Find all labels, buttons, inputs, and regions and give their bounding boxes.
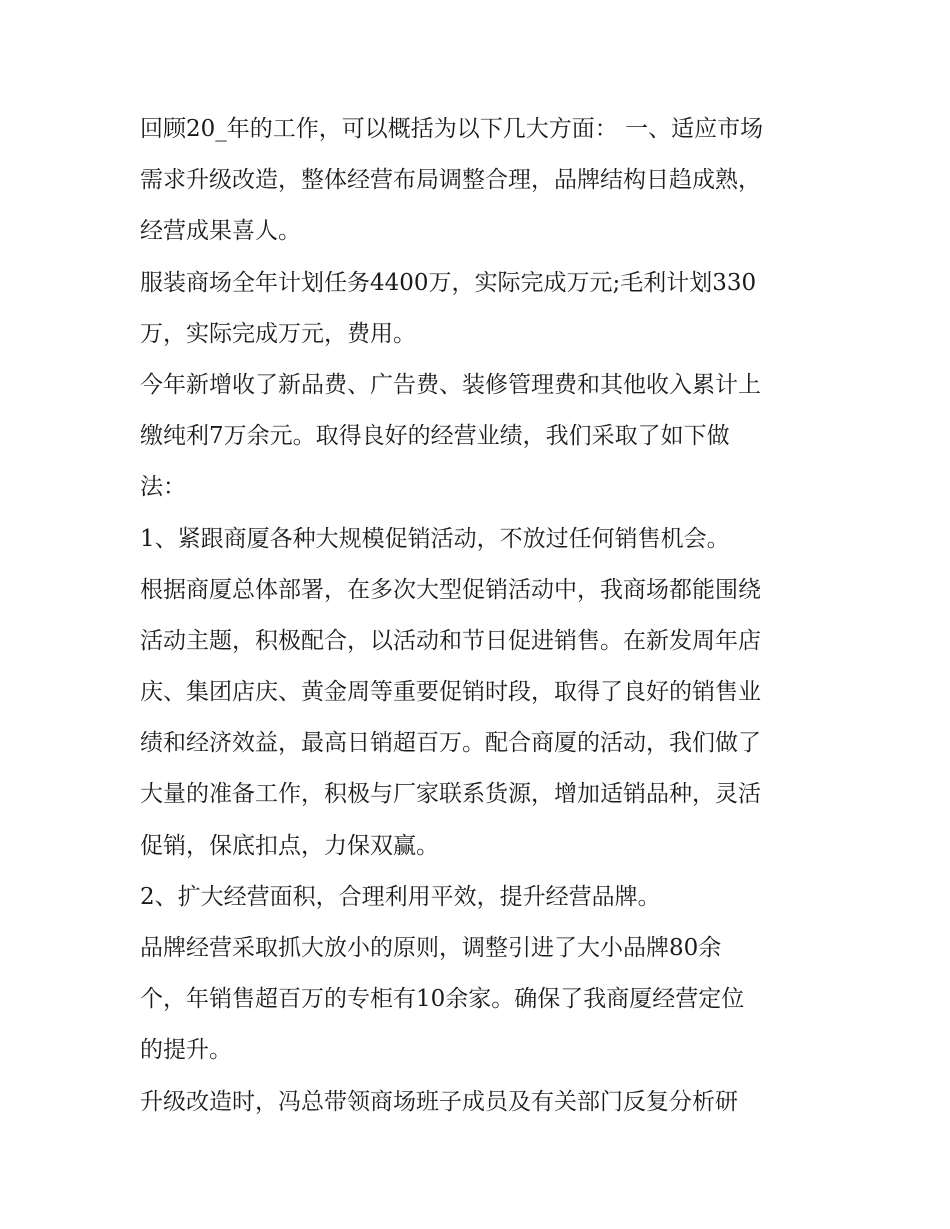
section-heading: 2、扩大经营面积，合理利用平效，提升经营品牌。 bbox=[140, 883, 661, 910]
text-line: 庆、集团店庆、黄金周等重要促销时段，取得了良好的销售业 bbox=[140, 679, 761, 706]
text-line: 需求升级改造，整体经营布局调整合理，品牌结构日趋成熟， bbox=[140, 167, 761, 194]
text-line: 升级改造时，冯总带领商场班子成员及有关部门反复分析研 bbox=[140, 1088, 738, 1115]
text-line: 根据商厦总体部署，在多次大型促销活动中，我商场都能围绕 bbox=[140, 576, 761, 603]
text-line: 经营成果喜人。 bbox=[140, 218, 301, 245]
text-line: 个，年销售超百万的专柜有10余家。确保了我商厦经营定位 bbox=[140, 986, 745, 1013]
text-line: 万，实际完成万元，费用。 bbox=[140, 320, 416, 347]
text-line: 今年新增收了新品费、广告费、装修管理费和其他收入累计上 bbox=[140, 371, 761, 398]
text-line: 回顾20_年的工作，可以概括为以下几大方面： 一、适应市场 bbox=[140, 116, 764, 142]
text-line: 活动主题，积极配合，以活动和节日促进销售。在新发周年店 bbox=[140, 627, 761, 654]
text-line: 品牌经营采取抓大放小的原则，调整引进了大小品牌80余 bbox=[140, 935, 722, 961]
document-body bbox=[140, 104, 820, 1128]
section-heading: 1、紧跟商厦各种大规模促销活动，不放过任何销售机会。 bbox=[140, 525, 730, 552]
text-line: 服装商场全年计划任务4400万，实际完成万元;毛利计划330 bbox=[140, 269, 757, 296]
text-line: 促销，保底扣点，力保双赢。 bbox=[140, 832, 439, 859]
text-line: 法： bbox=[140, 474, 186, 501]
text-line: 大量的准备工作，积极与厂家联系货源，增加适销品种，灵活 bbox=[140, 781, 761, 808]
text-line: 缴纯利7万余元。取得良好的经营业绩，我们采取了如下做 bbox=[140, 423, 730, 450]
text-line: 绩和经济效益，最高日销超百万。配合商厦的活动，我们做了 bbox=[140, 730, 761, 757]
text-line: 的提升。 bbox=[140, 1037, 232, 1064]
